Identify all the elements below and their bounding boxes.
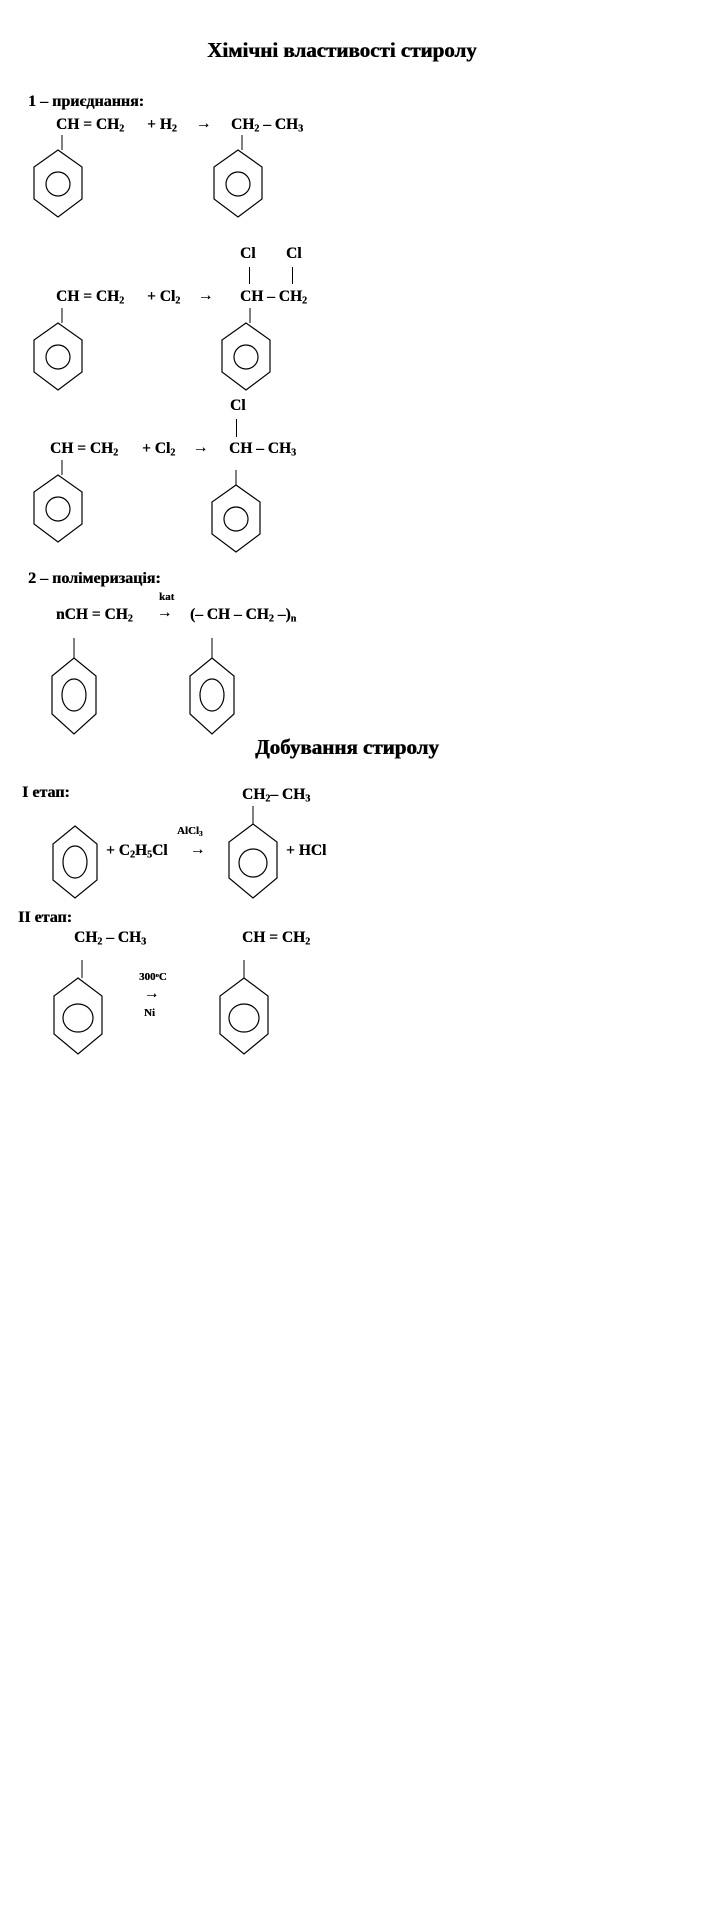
r3-reagent: + $Cl_2$ [142, 440, 176, 459]
stage-1-product-benzene-ring-icon [221, 806, 285, 906]
r1-reagent: + $H_2$ [147, 116, 177, 135]
r2-product-formula: CH – $CH_2$ [240, 288, 308, 307]
r1-benzene-ring-icon [28, 135, 88, 219]
stage-2-temperature: 300$^o$C [139, 971, 167, 983]
polymerization-benzene-ring-icon [44, 638, 104, 738]
r2-bond-2 [292, 267, 293, 284]
polymer-benzene-ring-icon [182, 638, 242, 738]
stage-2-catalyst: Ni [144, 1007, 155, 1019]
stage-2-product-benzene-ring-icon [212, 960, 276, 1060]
r2-bond-1 [249, 267, 250, 284]
polymerization-arrow: → [157, 604, 173, 621]
stage-1-reagent: + $C_2H_5Cl$ [106, 842, 168, 861]
r2-reactant-formula: CH = $CH_2$ [56, 288, 125, 307]
stage-2-benzene-ring-icon [46, 960, 110, 1060]
page-title: Хімічні властивості стиролу [207, 38, 477, 62]
stage-1-catalyst: AlCl$_3$ [177, 825, 203, 838]
stage-2-label: II етап: [18, 909, 72, 926]
stage-1-label: I етап: [22, 784, 70, 801]
r2-arrow: → [198, 287, 214, 304]
r3-benzene-ring-icon [28, 460, 88, 544]
r3-product-benzene-ring-icon [206, 470, 266, 554]
stage-2-arrow: → [144, 985, 160, 1002]
r3-bond [236, 419, 237, 437]
r2-chlorine-1: Cl [240, 245, 256, 262]
r2-chlorine-2: Cl [286, 245, 302, 262]
r2-benzene-ring-icon [28, 308, 88, 392]
stage-2-product-formula: CH = $CH_2$ [242, 929, 311, 948]
r1-reactant-formula: CH = $CH_2$ [56, 116, 125, 135]
r2-reagent: + $Cl_2$ [147, 288, 181, 307]
r3-arrow: → [193, 439, 209, 456]
r3-reactant-formula: CH = $CH_2$ [50, 440, 119, 459]
stage-1-benzene-ring-icon [45, 818, 105, 902]
production-title: Добування стиролу [255, 735, 439, 759]
polymerization-catalyst: kat [159, 591, 175, 603]
stage-1-arrow: → [190, 841, 206, 858]
r3-chlorine: Cl [230, 397, 246, 414]
stage-1-product-formula: $CH_2-$ $CH_3$ [242, 786, 311, 805]
polymerization-reactant: nCH = $CH_2$ [56, 606, 133, 625]
r3-product-formula: CH – $CH_3$ [229, 440, 297, 459]
stage-1-byproduct: + HCl [286, 842, 327, 859]
section-polymerization-label: 2 – полімеризація: [28, 570, 161, 587]
r1-arrow: → [196, 115, 212, 132]
r1-product-formula: $CH_2 - CH_3$ [231, 116, 304, 135]
r2-product-benzene-ring-icon [216, 308, 276, 392]
section-addition-label: 1 – приєднання: [28, 93, 144, 110]
stage-2-reactant-formula: $CH_2 - CH_3$ [74, 929, 147, 948]
polymerization-product: (– CH – $CH_2$ $-)_n$ [190, 606, 297, 625]
r1-product-benzene-ring-icon [208, 135, 268, 219]
